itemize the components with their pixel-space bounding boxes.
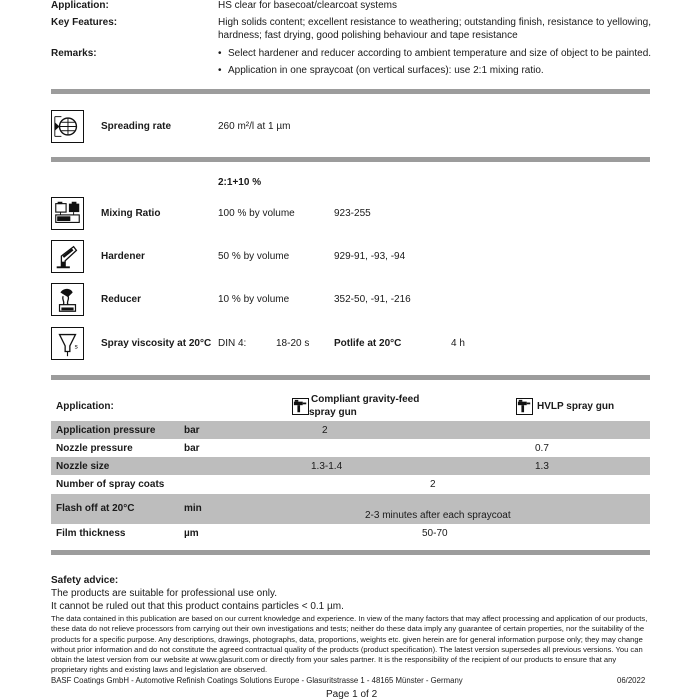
film-thickness-value: 50-70: [422, 528, 448, 539]
nozzle-pressure-label: Nozzle pressure: [56, 443, 133, 454]
spreading-rate-label: Spreading rate: [101, 121, 172, 132]
safety-line-2: It cannot be ruled out that this product contains particles < 0.1 µm.: [51, 601, 344, 612]
flash-off-value: 2-3 minutes after each spraycoat: [365, 510, 511, 521]
mixing-ratio-amount: 100 % by volume: [218, 208, 295, 219]
hardener-product: 929-91, -93, -94: [334, 251, 406, 262]
section-divider: [51, 89, 650, 94]
hvlp-gun-header: HVLP spray gun: [537, 401, 615, 412]
table-row: [51, 457, 650, 475]
safety-line-1: The products are suitable for professional use only.: [51, 588, 278, 599]
hardener-amount: 50 % by volume: [218, 251, 290, 262]
table-row: [51, 494, 650, 524]
flash-off-label: Flash off at 20°C: [56, 503, 135, 514]
spreading-rate-icon: [51, 110, 84, 143]
reducer-amount: 10 % by volume: [218, 294, 290, 305]
remark-bullet: •: [218, 65, 222, 76]
application-table-label: Application:: [56, 401, 114, 412]
footer-date: 06/2022: [617, 676, 646, 685]
spreading-rate-value: 260 m²/l at 1 µm: [218, 121, 291, 132]
remark-item-2: Application in one spraycoat (on vertical surfaces): use 2:1 mixing ratio.: [228, 65, 544, 76]
nozzle-size-label: Nozzle size: [56, 461, 110, 472]
film-thickness-label: Film thickness: [56, 528, 126, 539]
nozzle-pressure-hvlp: 0.7: [535, 443, 549, 454]
hardener-label: Hardener: [101, 251, 145, 262]
nozzle-size-gravity: 1.3-1.4: [311, 461, 343, 472]
reducer-label: Reducer: [101, 294, 142, 305]
potlife-label: Potlife at 20°C: [334, 338, 402, 349]
spray-gun-icon: [516, 398, 533, 415]
remarks-label: Remarks:: [51, 48, 97, 59]
reducer-product: 352-50, -91, -216: [334, 294, 411, 305]
safety-advice-title: Safety advice:: [51, 575, 119, 586]
application-value: HS clear for basecoat/clearcoat systems: [218, 0, 397, 11]
section-divider: [51, 157, 650, 162]
section-divider: [51, 550, 650, 555]
hardener-icon: [51, 240, 84, 273]
viscosity-method: DIN 4:: [218, 338, 247, 349]
page-number: Page 1 of 2: [326, 689, 378, 700]
spray-gun-icon: [292, 398, 309, 415]
remark-bullet: •: [218, 48, 222, 59]
nozzle-size-hvlp: 1.3: [535, 461, 549, 472]
application-pressure-unit: bar: [184, 425, 200, 436]
spray-coats-value: 2: [430, 479, 436, 490]
spray-viscosity-label: Spray viscosity at 20°C: [101, 338, 212, 349]
key-features-line-2: hardness; fast drying, good polishing behaviour and tape resistance: [218, 30, 518, 41]
gravity-gun-header-line-1: Compliant gravity-feed: [311, 394, 420, 405]
potlife-value: 4 h: [451, 338, 465, 349]
svg-text:s: s: [74, 342, 78, 351]
mixing-ratio-header: 2:1+10 %: [218, 177, 262, 188]
section-divider: [51, 375, 650, 380]
key-features-label: Key Features:: [51, 17, 118, 28]
remark-item-1: Select hardener and reducer according to ambient temperature and size of object to be painted.: [228, 48, 652, 59]
gravity-gun-header-line-2: spray gun: [309, 407, 357, 418]
key-features-line-1: High solids content; excellent resistance to weathering; outstanding finish, resistance to yellowing,: [218, 17, 652, 28]
application-label: Application:: [51, 0, 109, 11]
spray-coats-label: Number of spray coats: [56, 479, 165, 490]
viscosity-cup-icon: [51, 327, 84, 360]
application-pressure-gravity: 2: [322, 425, 328, 436]
film-thickness-unit: µm: [184, 528, 199, 539]
application-pressure-label: Application pressure: [56, 425, 156, 436]
footer-company: BASF Coatings GmbH - Automotive Refinish Coatings Solutions Europe - Glasuritstrasse 1 - 48165 Münster - Germany: [51, 676, 463, 685]
mixing-ratio-product: 923-255: [334, 208, 371, 219]
mixing-ratio-label: Mixing Ratio: [101, 208, 161, 219]
mixing-ratio-icon: [51, 197, 84, 230]
viscosity-value: 18-20 s: [276, 338, 310, 349]
flash-off-unit: min: [184, 503, 202, 514]
nozzle-pressure-unit: bar: [184, 443, 200, 454]
reducer-icon: [51, 283, 84, 316]
disclaimer-text: The data contained in this publication are based on our current knowledge and experience. In view of the many factors that may affect processing and application of our products, these data do not relieve processors from carrying out their own investigations and tests; neither do these data imply any guarantee of certain properties, nor the suitability of the products for a specific purpose. Any descriptions, drawings, photographs, data, proportions, weights etc. given herein are for general information purpose only; they may change without prior information and do not constitute the agreed contractual quality of the products (product specification). The latest version supersedes all previous versions. You can obtain the latest version from our website at www.glasurit.com or directly from your sales partner. It is the responsibility of the recipient of our products to ensure that any proprietary rights and existing laws and legislation are observed.: [51, 614, 648, 675]
